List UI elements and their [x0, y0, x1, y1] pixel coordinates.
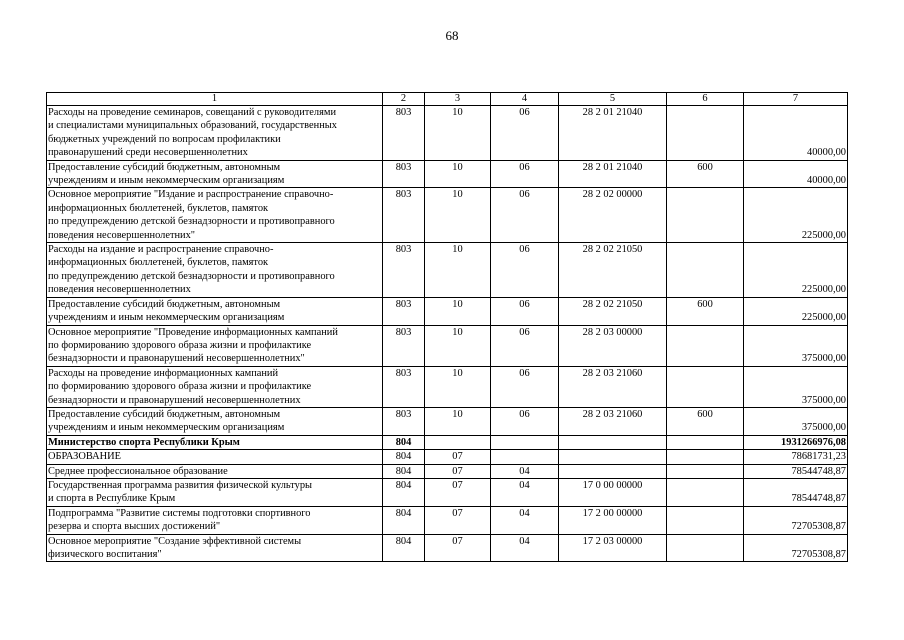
- table-row: [47, 506, 848, 534]
- column-header-1: 1: [47, 93, 383, 106]
- row-subsection-cell: 04: [491, 506, 559, 534]
- row-code-cell: 803: [383, 366, 425, 407]
- row-expense-type-cell: [667, 188, 744, 243]
- row-section-cell: 10: [425, 325, 491, 366]
- row-code-cell: 804: [383, 435, 425, 449]
- row-subsection-cell: 06: [491, 106, 559, 161]
- row-target-article-cell: 28 2 02 00000: [559, 188, 667, 243]
- row-name-cell: Расходы на проведение семинаров, совещаний с руководителями и специалистами муниципальных образований, государственных бюджетных учреждений по вопросам профилактики правонарушений среди несовершеннолетних: [47, 106, 383, 161]
- row-expense-type-cell: [667, 325, 744, 366]
- row-section-cell: 10: [425, 160, 491, 188]
- row-name-cell: Основное мероприятие "Создание эффективной системы физического воспитания": [47, 534, 383, 562]
- row-name-cell: Расходы на издание и распространение справочно- информационных бюллетеней, буклетов, памяток по предупреждению детской безнадзорности и противоправного поведения несовершеннолетних: [47, 243, 383, 298]
- row-amount-cell: 72705308,87: [744, 506, 848, 534]
- table-row: [47, 325, 848, 366]
- row-expense-type-cell: [667, 464, 744, 478]
- row-amount-cell: 375000,00: [744, 325, 848, 366]
- row-target-article-cell: 28 2 03 00000: [559, 325, 667, 366]
- row-name-cell: Подпрограмма "Развитие системы подготовки спортивного резерва и спорта высших достижений": [47, 506, 383, 534]
- row-name-cell: Основное мероприятие "Издание и распространение справочно- информационных бюллетеней, буклетов, памяток по предупреждению детской безнадзорности и противоправного поведения несовершеннолетних": [47, 188, 383, 243]
- row-subsection-cell: [491, 450, 559, 464]
- row-code-cell: 804: [383, 450, 425, 464]
- row-amount-cell: 40000,00: [744, 106, 848, 161]
- row-expense-type-cell: [667, 506, 744, 534]
- budget-table: [46, 92, 848, 562]
- row-amount-cell: 78681731,23: [744, 450, 848, 464]
- row-subsection-cell: 06: [491, 407, 559, 435]
- row-name-cell: ОБРАЗОВАНИЕ: [47, 450, 383, 464]
- page-number: 68: [445, 28, 459, 43]
- row-target-article-cell: 28 2 01 21040: [559, 160, 667, 188]
- row-expense-type-cell: [667, 106, 744, 161]
- table-row: [47, 407, 848, 435]
- row-section-cell: 07: [425, 450, 491, 464]
- row-amount-cell: 40000,00: [744, 160, 848, 188]
- row-code-cell: 803: [383, 243, 425, 298]
- table-row: [47, 160, 848, 188]
- row-subsection-cell: 06: [491, 325, 559, 366]
- row-code-cell: 804: [383, 506, 425, 534]
- row-target-article-cell: [559, 464, 667, 478]
- row-target-article-cell: [559, 435, 667, 449]
- row-name-cell: Государственная программа развития физической культуры и спорта в Республике Крым: [47, 478, 383, 506]
- row-code-cell: 803: [383, 106, 425, 161]
- row-section-cell: 10: [425, 243, 491, 298]
- row-code-cell: 804: [383, 478, 425, 506]
- table-row: [47, 297, 848, 325]
- row-section-cell: 10: [425, 366, 491, 407]
- table-header-row: [47, 93, 848, 106]
- row-subsection-cell: [491, 435, 559, 449]
- row-section-cell: 10: [425, 297, 491, 325]
- row-subsection-cell: 04: [491, 464, 559, 478]
- row-amount-cell: 78544748,87: [744, 464, 848, 478]
- column-header-2: 2: [383, 93, 425, 106]
- row-expense-type-cell: [667, 243, 744, 298]
- row-amount-cell: 225000,00: [744, 297, 848, 325]
- row-code-cell: 803: [383, 188, 425, 243]
- row-expense-type-cell: 600: [667, 297, 744, 325]
- row-subsection-cell: 04: [491, 478, 559, 506]
- row-target-article-cell: 28 2 02 21050: [559, 243, 667, 298]
- column-header-5: 5: [559, 93, 667, 106]
- row-target-article-cell: 28 2 01 21040: [559, 106, 667, 161]
- column-header-7: 7: [744, 93, 848, 106]
- row-name-cell: Предоставление субсидий бюджетным, автономным учреждениям и иным некоммерческим организациям: [47, 297, 383, 325]
- table-row: [47, 450, 848, 464]
- table-row: [47, 478, 848, 506]
- column-header-4: 4: [491, 93, 559, 106]
- row-amount-cell: 375000,00: [744, 366, 848, 407]
- row-subsection-cell: 06: [491, 243, 559, 298]
- row-name-cell: Предоставление субсидий бюджетным, автономным учреждениям и иным некоммерческим организациям: [47, 407, 383, 435]
- row-expense-type-cell: [667, 450, 744, 464]
- row-target-article-cell: 28 2 03 21060: [559, 366, 667, 407]
- row-section-cell: 07: [425, 506, 491, 534]
- column-header-3: 3: [425, 93, 491, 106]
- row-name-cell: Среднее профессиональное образование: [47, 464, 383, 478]
- column-header-6: 6: [667, 93, 744, 106]
- table-row: [47, 106, 848, 161]
- row-name-cell: Предоставление субсидий бюджетным, автономным учреждениям и иным некоммерческим организациям: [47, 160, 383, 188]
- row-amount-cell: 225000,00: [744, 243, 848, 298]
- row-section-cell: 07: [425, 478, 491, 506]
- table-row: [47, 435, 848, 449]
- row-code-cell: 804: [383, 464, 425, 478]
- row-expense-type-cell: [667, 435, 744, 449]
- row-amount-cell: 78544748,87: [744, 478, 848, 506]
- row-section-cell: [425, 435, 491, 449]
- row-expense-type-cell: [667, 478, 744, 506]
- row-subsection-cell: 06: [491, 297, 559, 325]
- table-row: [47, 243, 848, 298]
- row-name-cell: Расходы на проведение информационных кампаний по формированию здорового образа жизни и профилактике безнадзорности и правонарушений несовершеннолетних: [47, 366, 383, 407]
- row-amount-cell: 375000,00: [744, 407, 848, 435]
- row-expense-type-cell: [667, 366, 744, 407]
- row-code-cell: 803: [383, 407, 425, 435]
- row-expense-type-cell: 600: [667, 407, 744, 435]
- row-amount-cell: 225000,00: [744, 188, 848, 243]
- row-expense-type-cell: [667, 534, 744, 562]
- row-amount-cell: 1931266976,08: [744, 435, 848, 449]
- row-section-cell: 07: [425, 464, 491, 478]
- row-target-article-cell: 28 2 02 21050: [559, 297, 667, 325]
- row-subsection-cell: 04: [491, 534, 559, 562]
- row-target-article-cell: 28 2 03 21060: [559, 407, 667, 435]
- row-code-cell: 803: [383, 160, 425, 188]
- row-section-cell: 10: [425, 106, 491, 161]
- row-section-cell: 10: [425, 407, 491, 435]
- table-row: [47, 188, 848, 243]
- row-subsection-cell: 06: [491, 366, 559, 407]
- row-code-cell: 804: [383, 534, 425, 562]
- row-name-cell: Министерство спорта Республики Крым: [47, 435, 383, 449]
- row-name-cell: Основное мероприятие "Проведение информационных кампаний по формированию здорового образа жизни и профилактике безнадзорности и правонарушений несовершеннолетних": [47, 325, 383, 366]
- row-subsection-cell: 06: [491, 188, 559, 243]
- row-amount-cell: 72705308,87: [744, 534, 848, 562]
- row-section-cell: 07: [425, 534, 491, 562]
- row-target-article-cell: [559, 450, 667, 464]
- row-section-cell: 10: [425, 188, 491, 243]
- row-target-article-cell: 17 2 03 00000: [559, 534, 667, 562]
- row-target-article-cell: 17 2 00 00000: [559, 506, 667, 534]
- row-subsection-cell: 06: [491, 160, 559, 188]
- row-expense-type-cell: 600: [667, 160, 744, 188]
- table-row: [47, 534, 848, 562]
- row-target-article-cell: 17 0 00 00000: [559, 478, 667, 506]
- table-row: [47, 366, 848, 407]
- table-row: [47, 464, 848, 478]
- row-code-cell: 803: [383, 325, 425, 366]
- row-code-cell: 803: [383, 297, 425, 325]
